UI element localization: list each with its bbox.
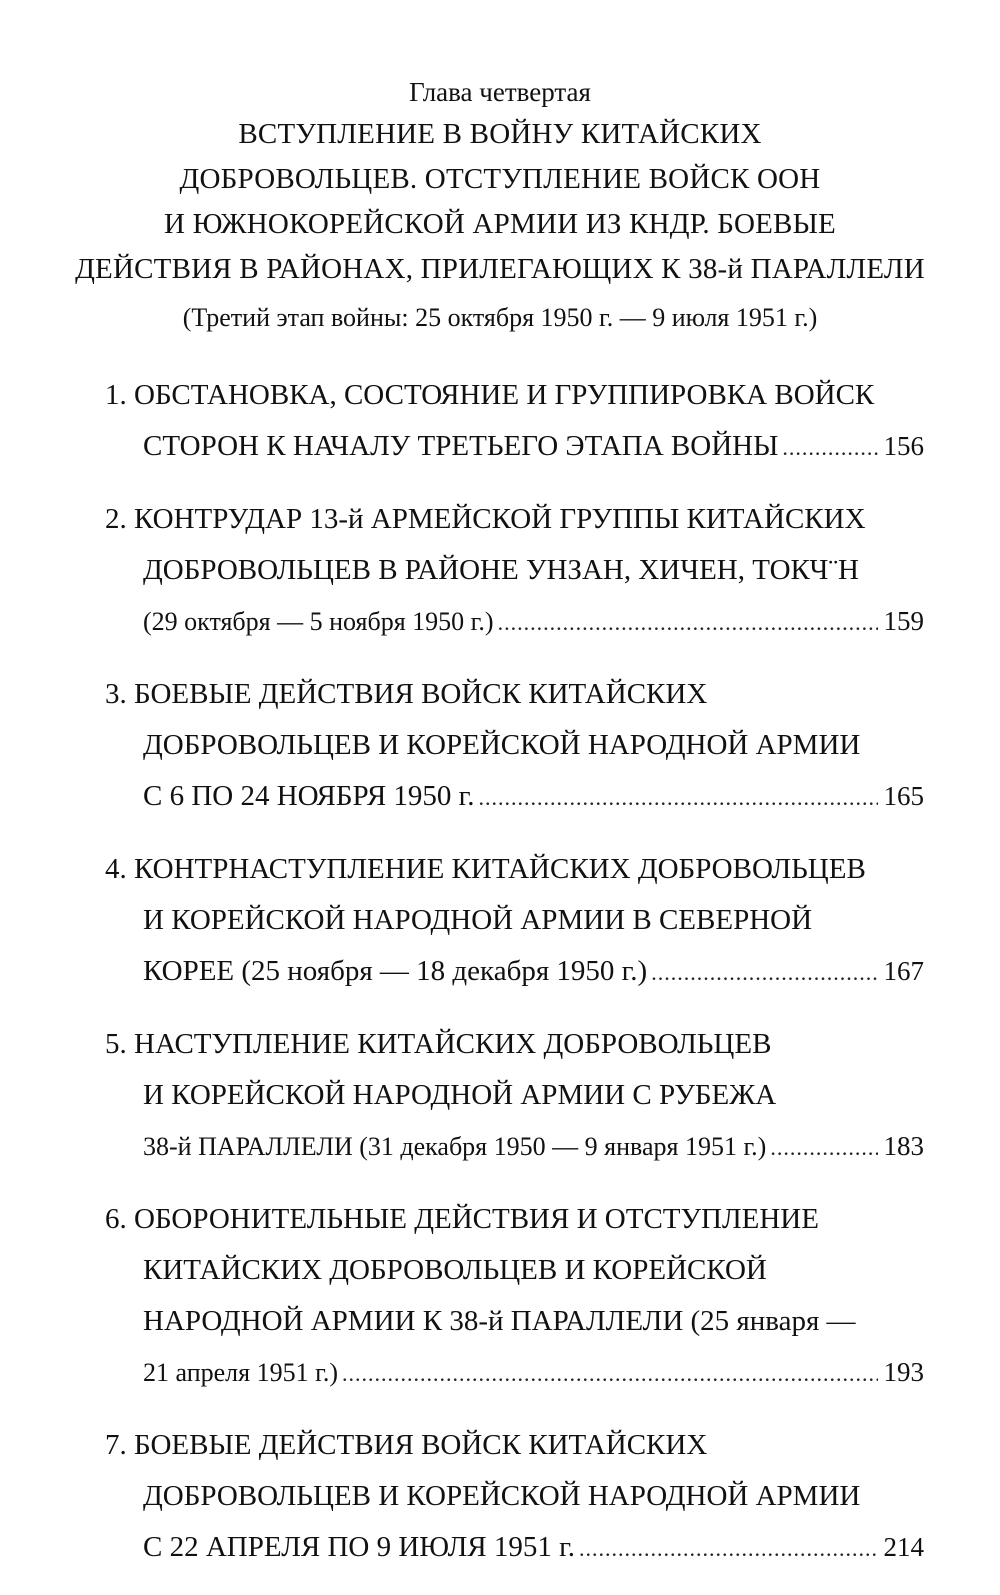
dot-leader [498, 597, 878, 648]
toc-entry-line [0, 1070, 1000, 1121]
toc-page-number: 159 [883, 606, 924, 636]
toc-entry-text: НАРОДНОЙ АРМИИ К 38-й ПАРАЛЛЕЛИ (25 января — [143, 1305, 856, 1337]
chapter-title-line: ВСТУПЛЕНИЕ В ВОЙНУ КИТАЙСКИХ [238, 118, 762, 150]
toc-entry-text: 4. КОНТРНАСТУПЛЕНИЕ КИТАЙСКИХ ДОБРОВОЛЬЦЕВ [105, 853, 866, 885]
toc-entry-text: С 6 ПО 24 НОЯБРЯ 1950 г. [143, 780, 475, 812]
toc-entry-line [0, 1522, 1000, 1573]
toc-entry-line [0, 669, 1000, 720]
chapter-title [0, 112, 1000, 292]
toc-page-number: 156 [883, 431, 924, 461]
toc-entry-line [0, 494, 1000, 545]
toc-entry-text: 7. БОЕВЫЕ ДЕЙСТВИЯ ВОЙСК КИТАЙСКИХ [105, 1429, 708, 1461]
chapter-title-line: И ЮЖНОКОРЕЙСКОЙ АРМИИ ИЗ КНДР. БОЕВЫЕ [164, 208, 836, 240]
toc-entry[interactable] [0, 494, 1000, 647]
toc-entry-text: 38-й ПАРАЛЛЕЛИ (31 декабря 1950 — 9 января 1951 г.) [143, 1132, 767, 1161]
dot-leader [770, 1122, 877, 1173]
chapter-header [0, 72, 1000, 342]
toc-entry[interactable] [0, 844, 1000, 997]
toc-entry[interactable] [0, 1194, 1000, 1398]
toc-entry-text: 21 апреля 1951 г.) [143, 1358, 338, 1387]
toc-page-number: 214 [883, 1532, 924, 1562]
toc-entry-line [0, 1347, 1000, 1398]
toc-entry-text: 5. НАСТУПЛЕНИЕ КИТАЙСКИХ ДОБРОВОЛЬЦЕВ [105, 1028, 772, 1060]
toc-page-number: 165 [883, 781, 924, 811]
toc-entry-text: КИТАЙСКИХ ДОБРОВОЛЬЦЕВ И КОРЕЙСКОЙ [143, 1254, 767, 1286]
toc-entry-text: 3. БОЕВЫЕ ДЕЙСТВИЯ ВОЙСК КИТАЙСКИХ [105, 678, 708, 710]
chapter-title-line: ДОБРОВОЛЬЦЕВ. ОТСТУПЛЕНИЕ ВОЙСК ООН [179, 163, 821, 195]
toc-entry-text: (29 октября — 5 ноября 1950 г.) [143, 607, 494, 636]
toc-entry-text: ДОБРОВОЛЬЦЕВ В РАЙОНЕ УНЗАН, ХИЧЕН, ТОКЧ¨Н [143, 554, 859, 586]
dot-leader [342, 1348, 878, 1399]
toc-entry-text: СТОРОН К НАЧАЛУ ТРЕТЬЕГО ЭТАПА ВОЙНЫ [143, 430, 779, 462]
chapter-label: Глава четвертая [409, 77, 591, 107]
toc-entry-line [0, 1471, 1000, 1522]
toc-entry-line [0, 771, 1000, 822]
toc-entry-line [0, 1420, 1000, 1471]
toc-entry-line [0, 545, 1000, 596]
toc-entry-text: 6. ОБОРОНИТЕЛЬНЫЕ ДЕЙСТВИЯ И ОТСТУПЛЕНИЕ [105, 1203, 819, 1235]
dot-leader [651, 947, 877, 998]
chapter-title-line: ДЕЙСТВИЯ В РАЙОНАХ, ПРИЛЕГАЮЩИХ К 38-й ПАРАЛЛЕЛИ [75, 253, 925, 285]
toc-entry-line [0, 844, 1000, 895]
table-of-contents [0, 370, 1000, 1595]
toc-entry-line [0, 1121, 1000, 1172]
dot-leader [579, 1523, 877, 1574]
toc-entry-line [0, 596, 1000, 647]
toc-page-number: 183 [883, 1131, 924, 1161]
toc-entry[interactable] [0, 669, 1000, 822]
toc-entry-line [0, 370, 1000, 421]
toc-entry-text: С 22 АПРЕЛЯ ПО 9 ИЮЛЯ 1951 г. [143, 1531, 576, 1563]
chapter-subtitle: (Третий этап войны: 25 октября 1950 г. — 9 июля 1951 г.) [182, 303, 818, 332]
toc-entry-line [0, 1019, 1000, 1070]
toc-entry-line [0, 895, 1000, 946]
toc-entry-line [0, 1194, 1000, 1245]
toc-entry-line [0, 421, 1000, 472]
toc-entry-text: И КОРЕЙСКОЙ НАРОДНОЙ АРМИИ С РУБЕЖА [143, 1079, 777, 1111]
toc-entry-line [0, 720, 1000, 771]
toc-entry-text: 2. КОНТРУДАР 13-й АРМЕЙСКОЙ ГРУППЫ КИТАЙСКИХ [105, 503, 866, 535]
toc-entry-text: КОРЕЕ (25 ноября — 18 декабря 1950 г.) [143, 955, 648, 987]
toc-entry-text: И КОРЕЙСКОЙ НАРОДНОЙ АРМИИ В СЕВЕРНОЙ [143, 904, 813, 936]
toc-entry[interactable] [0, 1420, 1000, 1573]
dot-leader [782, 422, 877, 473]
toc-entry-line [0, 1245, 1000, 1296]
toc-page-number: 193 [883, 1357, 924, 1387]
dot-leader [479, 772, 878, 823]
toc-entry-line [0, 946, 1000, 997]
toc-entry-line [0, 1296, 1000, 1347]
toc-page-number: 167 [883, 956, 924, 986]
toc-entry-text: 1. ОБСТАНОВКА, СОСТОЯНИЕ И ГРУППИРОВКА ВОЙСК [105, 379, 875, 411]
toc-entry-text: ДОБРОВОЛЬЦЕВ И КОРЕЙСКОЙ НАРОДНОЙ АРМИИ [143, 1480, 861, 1512]
toc-entry[interactable] [0, 1019, 1000, 1172]
toc-entry-text: ДОБРОВОЛЬЦЕВ И КОРЕЙСКОЙ НАРОДНОЙ АРМИИ [143, 729, 861, 761]
toc-entry[interactable] [0, 370, 1000, 472]
